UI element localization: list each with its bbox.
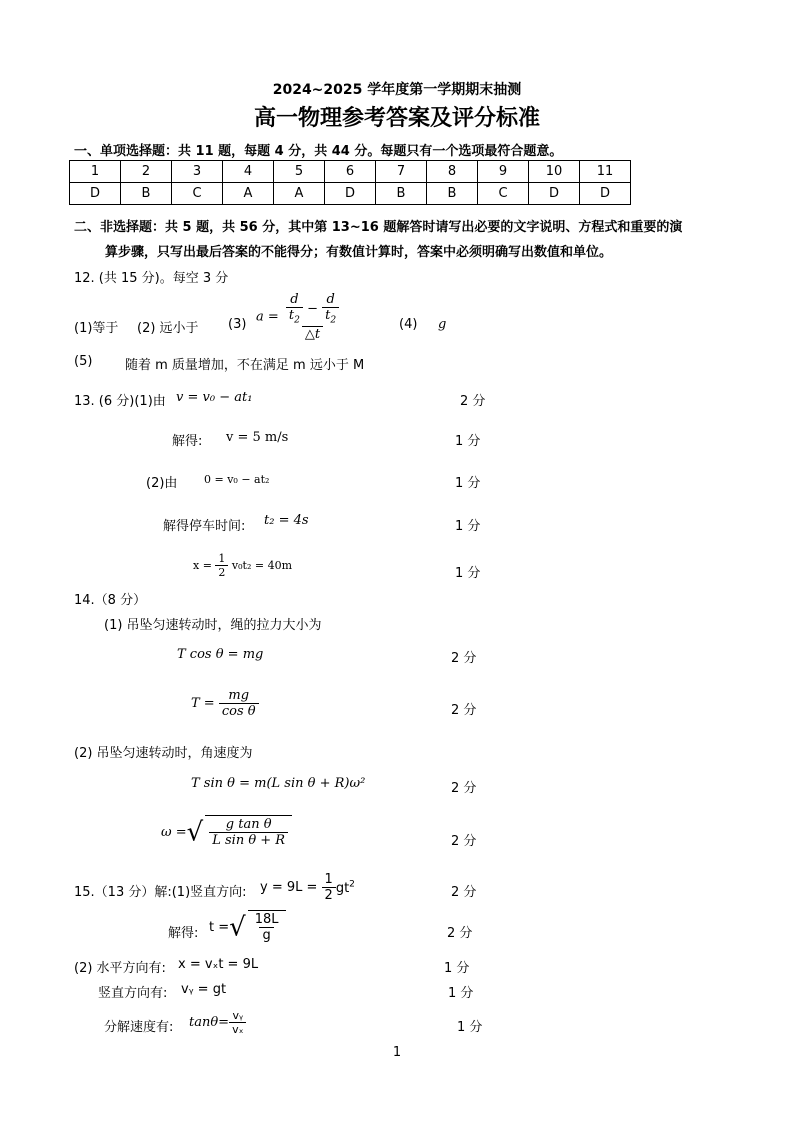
q12-label-5: (5) [74, 354, 93, 369]
exam-header-line: 2024~2025 学年度第一学期期末抽测 [272, 82, 522, 98]
q14-part2: (2) 吊坠匀速转动时，角速度为 [74, 746, 253, 761]
q15-score1: 2 分 [451, 885, 477, 900]
q12-label-4: (4) [399, 317, 418, 332]
q14-eq2: T = $\frac{mg}{\text{cos θ}}$ [191, 688, 259, 719]
answer-number-cell: 10 [529, 161, 580, 183]
q15-eq5-den: vₓ [229, 1022, 246, 1036]
q14-score2: 2 分 [451, 703, 477, 718]
q15-score3: 1 分 [444, 961, 470, 976]
q14-score3: 2 分 [451, 781, 477, 796]
q15-label4: 竖直方向有: [98, 986, 168, 1001]
q13-score2: 1 分 [455, 434, 481, 449]
q15-eq2-den: g [259, 927, 273, 943]
answer-number-cell: 7 [376, 161, 427, 183]
q14-eq2-num: mg [228, 688, 250, 703]
q15-eq2-num: 18L [254, 912, 279, 927]
q15-label3: (2) 水平方向有: [74, 961, 166, 976]
answer-number-cell: 2 [121, 161, 172, 183]
q13-label4: 解得停车时间: [163, 519, 246, 534]
q15-eq3: x = vₓt = 9L [178, 957, 259, 972]
answer-number-cell: 1 [70, 161, 121, 183]
answer-cell: D [70, 183, 121, 205]
answer-number-cell: 11 [580, 161, 631, 183]
q15-score5: 1 分 [457, 1020, 483, 1035]
q15-score2: 2 分 [447, 926, 473, 941]
answer-cell: A [274, 183, 325, 205]
q13-eq4: t₂ = 4s [264, 513, 309, 528]
q13-score3: 1 分 [455, 476, 481, 491]
answer-cell: C [172, 183, 223, 205]
q13-title: 13. (6 分)(1)由 [74, 394, 166, 409]
q15-title: 15.（13 分）解:(1)竖直方向: [74, 885, 247, 900]
q13-label3: (2)由 [146, 476, 178, 491]
q15-label2: 解得: [168, 926, 199, 941]
answer-table-row-answers [70, 183, 631, 205]
q13-score5: 1 分 [455, 566, 481, 581]
q14-score1: 2 分 [451, 651, 477, 666]
q14-score4: 2 分 [451, 834, 477, 849]
answer-table [69, 160, 631, 205]
q12-answer-5: 随着 m 质量增加，不在满足 m 远小于 M [125, 358, 365, 373]
answer-number-cell: 4 [223, 161, 274, 183]
answer-cell: D [325, 183, 376, 205]
q15-eq1: y = 9L = $\frac{1}{2}$ $gt^2$ [260, 872, 355, 903]
q13-eq2: v = 5 m/s [226, 430, 289, 445]
answer-cell: C [478, 183, 529, 205]
q12-answer-1: (1)等于 [74, 321, 119, 336]
answer-number-cell: 3 [172, 161, 223, 183]
section2-heading-line2: 算步骤，只写出最后答案的不能得分；有数值计算时，答案中必须明确写出数值和单位。 [105, 245, 613, 260]
answer-cell: D [580, 183, 631, 205]
q13-score4: 1 分 [455, 519, 481, 534]
answer-number-cell: 6 [325, 161, 376, 183]
q12-answer-2: (2) 远小于 [137, 321, 199, 336]
q15-score4: 1 分 [448, 986, 474, 1001]
section2-heading-line1: 二、非选择题：共 5 题，共 56 分，其中第 13~16 题解答时请写出必要的文字说明、方程式和重要的演 [74, 220, 683, 235]
q13-eq5: x = $\frac{1}{2}$ v₀t₂ = 40m [193, 552, 293, 579]
page-number: 1 [392, 1045, 402, 1060]
q15-eq1-text: y = 9L = [260, 880, 318, 895]
q14-part1: (1) 吊坠匀速转动时，绳的拉力大小为 [104, 618, 322, 633]
q15-eq4: vᵧ = gt [181, 982, 227, 997]
answer-cell: B [427, 183, 478, 205]
q12-title: 12. (共 15 分)。每空 3 分 [74, 271, 229, 286]
answer-cell: D [529, 183, 580, 205]
q13-eq1: v = v₀ − at₁ [176, 390, 253, 405]
answer-cell: B [376, 183, 427, 205]
answer-cell: B [121, 183, 172, 205]
q13-eq3: 0 = v₀ − at₂ [204, 473, 270, 486]
answer-number-cell: 8 [427, 161, 478, 183]
answer-number-cell: 5 [274, 161, 325, 183]
section1-heading: 一、单项选择题：共 11 题，每题 4 分，共 44 分。每题只有一个选项最符合题意。 [74, 144, 563, 159]
answer-cell: A [223, 183, 274, 205]
q13-score1: 2 分 [460, 394, 486, 409]
answer-table-row-numbers [70, 161, 631, 183]
q14-title: 14.（8 分） [74, 593, 147, 608]
q14-eq4: ω =√ $\frac{\text{g tan θ}}{\text{L sin θ + R}}$ [161, 815, 292, 848]
q12-label-3: (3) [228, 317, 247, 332]
q14-eq1: T cos θ = mg [177, 647, 264, 662]
q13-eq5-suffix: v₀t₂ = 40m [231, 559, 293, 572]
q14-eq4-den: L sin θ + R [209, 832, 288, 848]
answer-number-cell: 9 [478, 161, 529, 183]
page-title: 高一物理参考答案及评分标准 [253, 106, 540, 131]
q15-label5: 分解速度有: [104, 1020, 174, 1035]
q15-eq5-num: vᵧ [232, 1009, 244, 1022]
q13-label2: 解得: [172, 434, 203, 449]
q15-eq5: tanθ= $\frac{\text{vᵧ}}{\text{vₓ}}$ [189, 1009, 246, 1036]
q14-eq3: T sin θ = m(L sin θ + R)ω² [191, 776, 366, 791]
q12-answer-4: g [438, 317, 447, 332]
q14-eq4-num: g tan θ [225, 817, 272, 832]
q12-formula-acceleration: a = $\frac{d}{t_2}$ − $\frac{d}{t_2}$ △t [256, 292, 342, 342]
q15-eq2: t =√ $\frac{18L}{g}$ [209, 910, 286, 943]
q14-eq2-den: cos θ [219, 703, 259, 719]
